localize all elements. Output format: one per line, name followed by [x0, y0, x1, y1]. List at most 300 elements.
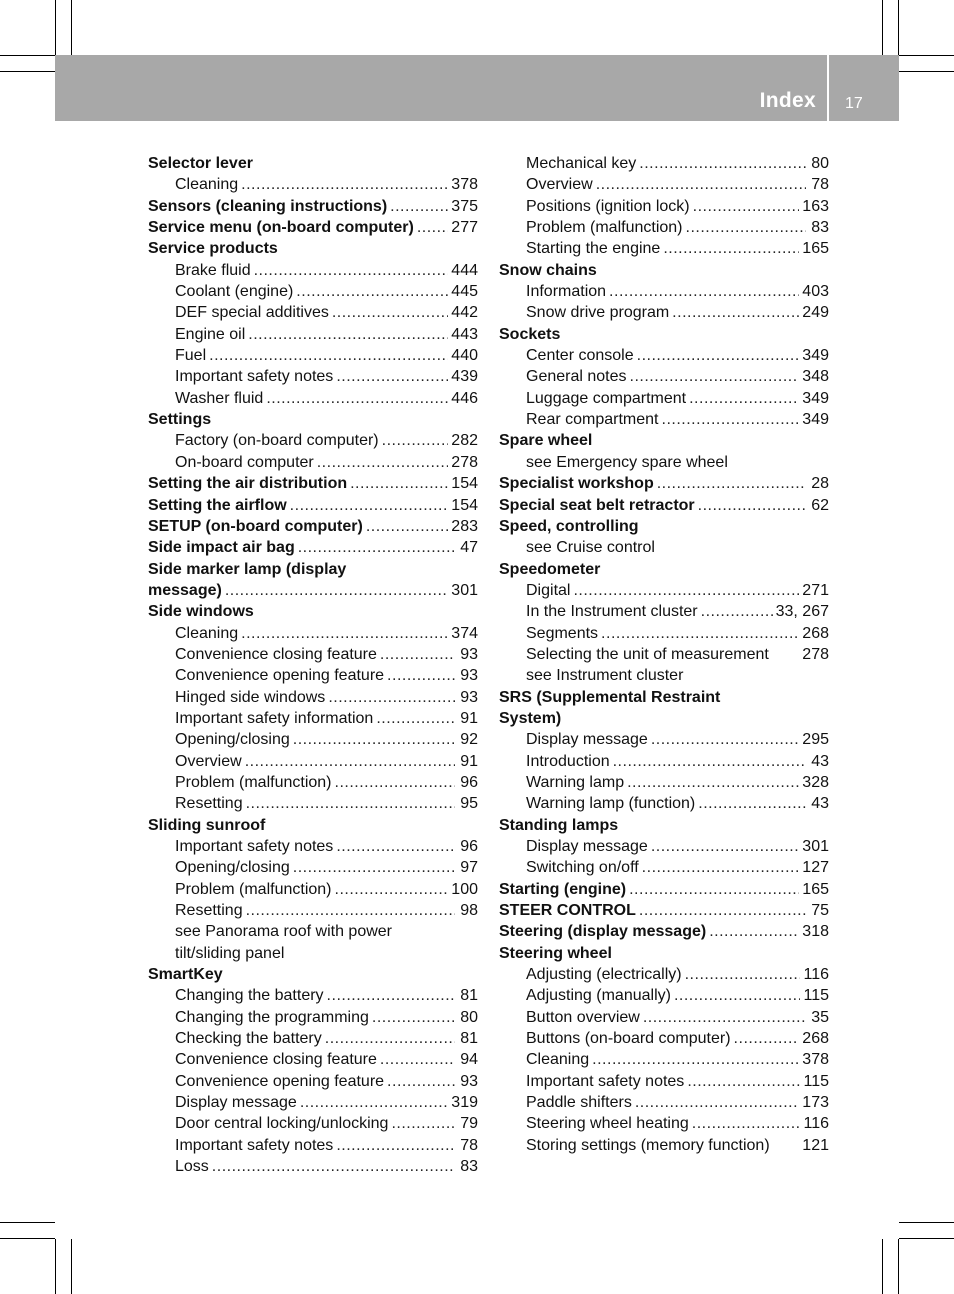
page-reference: 446 [451, 389, 478, 407]
leader-dots [332, 302, 448, 323]
entry-subitem: Center console [526, 347, 634, 365]
leader-dots [328, 687, 455, 708]
index-entry [148, 729, 478, 750]
index-entry [499, 260, 829, 281]
index-entry [499, 964, 829, 985]
leader-dots [698, 495, 806, 516]
page-reference: 80 [460, 1008, 478, 1026]
page-reference: 33, 267 [775, 603, 829, 621]
index-entry [499, 1135, 829, 1156]
entry-subitem: Checking the battery [175, 1030, 322, 1048]
leader-dots [248, 324, 448, 345]
leader-dots [643, 1007, 806, 1028]
page-reference: 96 [460, 773, 478, 791]
index-entry [148, 793, 478, 814]
crop-mark [71, 0, 72, 55]
page-reference: 349 [802, 411, 829, 429]
page-reference: 173 [802, 1094, 829, 1112]
crop-mark [55, 0, 56, 55]
entry-subitem: In the Instrument cluster [526, 603, 698, 621]
page-reference: 93 [460, 688, 478, 706]
page-reference: 271 [802, 581, 829, 599]
page-reference: 278 [451, 453, 478, 471]
page-reference: 295 [802, 731, 829, 749]
index-entry [499, 324, 829, 345]
entry-subitem: Changing the programming [175, 1008, 369, 1026]
entry-heading: Speedometer [499, 560, 601, 578]
index-entry [499, 345, 829, 366]
leader-dots [296, 281, 448, 302]
leader-dots [642, 857, 800, 878]
index-entry [148, 772, 478, 793]
index-entry [148, 196, 478, 217]
page-reference: 47 [460, 539, 478, 557]
page-reference: 165 [802, 880, 829, 898]
entry-subitem: Engine oil [175, 325, 246, 343]
page-reference: 97 [460, 859, 478, 877]
leader-dots [327, 985, 455, 1006]
leader-dots [698, 793, 806, 814]
leader-dots [573, 580, 799, 601]
entry-heading: Selector lever [148, 155, 253, 172]
leader-dots [689, 388, 799, 409]
entry-subitem: Introduction [526, 752, 610, 770]
leader-dots [592, 1049, 799, 1070]
leader-dots [241, 623, 448, 644]
page-reference: 349 [802, 347, 829, 365]
entry-subitem: Problem (malfunction) [526, 219, 683, 237]
leader-dots [734, 1028, 800, 1049]
index-entry [148, 388, 478, 409]
entry-subitem: Fuel [175, 347, 207, 365]
page-reference: 349 [802, 389, 829, 407]
index-entry [499, 217, 829, 238]
entry-subitem: Warning lamp [526, 773, 625, 791]
page-reference: 439 [451, 368, 478, 386]
entry-subitem: Changing the battery [175, 987, 324, 1005]
entry-subitem: Button overview [526, 1008, 640, 1026]
index-entry [148, 1071, 478, 1092]
entry-subitem: Cleaning [526, 1051, 590, 1069]
entry-heading: Side windows [148, 603, 254, 621]
leader-dots [298, 537, 455, 558]
entry-subitem: Door central locking/unlocking [175, 1115, 389, 1133]
index-entry [148, 302, 478, 323]
page-reference: 249 [802, 304, 829, 322]
entry-subitem: Problem (malfunction) [175, 880, 332, 898]
index-entry [499, 580, 829, 601]
entry-subitem: Segments [526, 624, 599, 642]
entry-subitem: Hinged side windows [175, 688, 326, 706]
entry-heading: Service menu (on-board computer) [148, 219, 414, 237]
entry-subitem: Opening/closing [175, 859, 290, 877]
entry-subitem: Cleaning [175, 624, 239, 642]
entry-subitem: Snow drive program [526, 304, 670, 322]
index-entry [499, 879, 829, 900]
crop-mark [898, 0, 899, 55]
index-entry [499, 388, 829, 409]
entry-subitem: Information [526, 283, 607, 301]
entry-subitem: Convenience closing feature [175, 1051, 377, 1069]
page-reference: 440 [451, 347, 478, 365]
leader-dots [390, 196, 448, 217]
entry-subitem: DEF special additives [175, 304, 329, 322]
page-reference: 93 [460, 645, 478, 663]
page-reference: 374 [451, 624, 478, 642]
page-reference: 348 [802, 368, 829, 386]
entry-subitem: Opening/closing [175, 731, 290, 749]
entry-heading: SRS (Supplemental Restraint [499, 688, 721, 706]
entry-subitem: Resetting [175, 795, 243, 813]
index-entry [499, 665, 829, 686]
leader-dots [376, 708, 455, 729]
entry-heading: Service products [148, 240, 278, 258]
index-entry [148, 174, 478, 195]
entry-subitem: Warning lamp (function) [526, 795, 696, 813]
page-reference: 378 [451, 176, 478, 194]
page-title: Index [759, 89, 816, 112]
entry-heading: Standing lamps [499, 816, 619, 834]
entry-subitem: Convenience closing feature [175, 645, 377, 663]
page-reference: 93 [460, 1072, 478, 1090]
page-reference: 378 [802, 1051, 829, 1069]
leader-dots [387, 665, 455, 686]
page-reference: 127 [802, 859, 829, 877]
entry-see-reference: see Instrument cluster [526, 667, 684, 685]
entry-subitem: Rear compartment [526, 411, 659, 429]
leader-dots [639, 153, 806, 174]
entry-subitem: Digital [526, 581, 571, 599]
leader-dots [629, 879, 799, 900]
page-reference: 116 [803, 1115, 829, 1133]
page-reference: 116 [803, 966, 829, 984]
index-entry [499, 452, 829, 473]
crop-mark [0, 1238, 55, 1239]
entry-heading: Special seat belt retractor [499, 496, 695, 514]
leader-dots [639, 900, 806, 921]
page-reference: 94 [460, 1051, 478, 1069]
leader-dots [335, 772, 456, 793]
leader-dots [380, 644, 455, 665]
index-entry [499, 430, 829, 451]
page-reference: 268 [802, 624, 829, 642]
leader-dots [372, 1007, 455, 1028]
index-entry [499, 153, 829, 174]
entry-heading: Spare wheel [499, 432, 593, 450]
entry-subitem: Luggage compartment [526, 389, 687, 407]
entry-heading: message) [148, 581, 222, 599]
entry-subitem: Convenience opening feature [175, 1072, 385, 1090]
index-entry [148, 857, 478, 878]
page-reference: 62 [811, 496, 829, 514]
entry-see-reference: see Cruise control [526, 539, 655, 557]
leader-dots [336, 366, 448, 387]
index-entry [148, 516, 478, 537]
index-entry [148, 1028, 478, 1049]
leader-dots [635, 1092, 799, 1113]
leader-dots [657, 473, 806, 494]
leader-dots [686, 217, 807, 238]
index-entry [148, 687, 478, 708]
index-entry [148, 537, 478, 558]
page-reference: 80 [811, 155, 829, 172]
index-entry [148, 815, 478, 836]
entry-see-reference: tilt/sliding panel [175, 944, 285, 962]
index-entry [148, 366, 478, 387]
leader-dots [245, 751, 455, 772]
entry-subitem: Display message [175, 1094, 297, 1112]
leader-dots [651, 729, 799, 750]
leader-dots [380, 1049, 455, 1070]
page-reference: 78 [460, 1136, 478, 1154]
page-reference: 375 [451, 197, 478, 215]
index-column-right [499, 153, 829, 1156]
index-entry [499, 772, 829, 793]
entry-heading: Side impact air bag [148, 539, 295, 557]
entry-subitem: Important safety information [175, 709, 374, 727]
index-entry [148, 1007, 478, 1028]
entry-subitem: Important safety notes [526, 1072, 685, 1090]
index-entry [499, 943, 829, 964]
entry-see-reference: see Emergency spare wheel [526, 453, 728, 471]
entry-subitem: Mechanical key [526, 155, 637, 172]
index-entry [499, 537, 829, 558]
entry-subitem: Starting the engine [526, 240, 661, 258]
page-reference: 163 [802, 197, 829, 215]
page-reference: 154 [451, 496, 478, 514]
entry-heading: Steering (display message) [499, 923, 707, 941]
index-entry [148, 708, 478, 729]
index-entry [499, 1049, 829, 1070]
page-reference: 28 [811, 475, 829, 493]
index-entry [499, 281, 829, 302]
page-reference: 442 [451, 304, 478, 322]
leader-dots [246, 900, 455, 921]
index-entry [499, 1071, 829, 1092]
index-entry [499, 985, 829, 1006]
page-reference: 282 [451, 432, 478, 450]
index-entry [499, 409, 829, 430]
leader-dots [693, 196, 800, 217]
index-entry [499, 900, 829, 921]
page-reference: 115 [803, 987, 829, 1005]
entry-subitem: Convenience opening feature [175, 667, 385, 685]
leader-dots [417, 217, 448, 238]
index-entry [499, 196, 829, 217]
index-entry [499, 729, 829, 750]
index-entry [148, 943, 478, 964]
entry-subitem: Storing settings (memory function) [526, 1136, 770, 1154]
entry-heading: Sensors (cleaning instructions) [148, 197, 388, 215]
index-entry [148, 985, 478, 1006]
page-reference: 165 [802, 240, 829, 258]
index-entry [499, 708, 829, 729]
index-entry [499, 687, 829, 708]
entry-subitem: Important safety notes [175, 368, 334, 386]
crop-mark [899, 71, 954, 72]
entry-subitem: Paddle shifters [526, 1094, 632, 1112]
leader-dots [685, 964, 801, 985]
entry-subitem: Overview [526, 176, 593, 194]
crop-mark [899, 55, 954, 56]
leader-dots [350, 473, 448, 494]
crop-mark [0, 1222, 55, 1223]
entry-subitem: Selecting the unit of measurement [526, 645, 769, 663]
page-reference: 98 [460, 902, 478, 920]
entry-subitem: On-board computer [175, 453, 314, 471]
leader-dots [709, 921, 799, 942]
index-entry [499, 473, 829, 494]
entry-heading: Setting the airflow [148, 496, 287, 514]
leader-dots [613, 751, 806, 772]
page-reference: 91 [460, 752, 478, 770]
leader-dots [692, 1113, 801, 1134]
index-entry [499, 495, 829, 516]
index-entry [499, 1092, 829, 1113]
entry-heading: System) [499, 709, 562, 727]
crop-mark [899, 1222, 954, 1223]
index-entry [148, 623, 478, 644]
index-entry [499, 644, 829, 665]
entry-subitem: Coolant (engine) [175, 283, 294, 301]
crop-mark [0, 55, 55, 56]
entry-subitem: Washer fluid [175, 389, 264, 407]
entry-subitem: General notes [526, 368, 627, 386]
leader-dots [241, 174, 448, 195]
index-entry [148, 345, 478, 366]
leader-dots [596, 174, 806, 195]
index-entry [148, 836, 478, 857]
leader-dots [609, 281, 799, 302]
index-entry [499, 601, 829, 622]
entry-heading: Starting (engine) [499, 880, 627, 898]
page-reference: 93 [460, 667, 478, 685]
entry-heading: Snow chains [499, 261, 597, 279]
leader-dots [663, 238, 799, 259]
leader-dots [627, 772, 799, 793]
leader-dots [382, 430, 449, 451]
page-reference: 81 [460, 1030, 478, 1048]
page-reference: 95 [460, 795, 478, 813]
page-number: 17 [845, 95, 863, 112]
index-entry [148, 153, 478, 174]
leader-dots [335, 879, 449, 900]
index-entry [148, 644, 478, 665]
page-reference: 91 [460, 709, 478, 727]
leader-dots [601, 623, 799, 644]
index-entry [148, 1113, 478, 1134]
entry-heading: Settings [148, 411, 212, 429]
leader-dots [687, 1071, 800, 1092]
index-entry [148, 1156, 478, 1177]
page-reference: 121 [802, 1136, 829, 1154]
crop-mark [55, 1239, 56, 1294]
index-entry [499, 559, 829, 580]
page-reference: 43 [811, 795, 829, 813]
page-reference: 301 [451, 581, 478, 599]
index-entry [148, 217, 478, 238]
entry-heading: Side marker lamp (display [148, 560, 347, 578]
leader-dots [293, 857, 455, 878]
entry-heading: SETUP (on-board computer) [148, 517, 363, 535]
entry-heading: Specialist workshop [499, 475, 654, 493]
index-entry [499, 921, 829, 942]
entry-subitem: Overview [175, 752, 242, 770]
page-reference: 96 [460, 838, 478, 855]
header-divider [827, 55, 829, 121]
index-entry [148, 452, 478, 473]
entry-subitem: Important safety notes [175, 1136, 334, 1154]
index-entry [499, 1007, 829, 1028]
entry-heading: Sliding sunroof [148, 816, 266, 834]
page-reference: 278 [802, 645, 829, 663]
entry-subitem: Positions (ignition lock) [526, 197, 690, 215]
crop-mark [882, 0, 883, 55]
page-reference: 328 [802, 773, 829, 791]
index-column-left [148, 153, 478, 1178]
index-entry [148, 1092, 478, 1113]
index-entry [148, 324, 478, 345]
leader-dots [290, 495, 449, 516]
entry-subitem: Problem (malfunction) [175, 773, 332, 791]
index-entry [499, 836, 829, 857]
page-reference: 154 [451, 475, 478, 493]
entry-subitem: Brake fluid [175, 261, 251, 279]
page-reference: 81 [460, 987, 478, 1005]
leader-dots [662, 409, 800, 430]
page-reference: 445 [451, 283, 478, 301]
leader-dots [254, 260, 449, 281]
leader-dots [701, 601, 773, 622]
page-reference: 283 [451, 517, 478, 535]
crop-mark [899, 1238, 954, 1239]
index-entry [499, 623, 829, 644]
leader-dots [672, 302, 799, 323]
leader-dots [366, 516, 448, 537]
index-entry [148, 260, 478, 281]
index-entry [148, 495, 478, 516]
crop-mark [882, 1239, 883, 1294]
leader-dots [336, 836, 455, 857]
index-entry [148, 1049, 478, 1070]
page-reference: 443 [451, 325, 478, 343]
entry-see-reference: see Panorama roof with power [175, 923, 392, 941]
leader-dots [293, 729, 455, 750]
page-reference: 78 [811, 176, 829, 194]
index-entry [499, 516, 829, 537]
index-entry [148, 473, 478, 494]
entry-heading: Steering wheel [499, 944, 612, 962]
page-reference: 83 [811, 219, 829, 237]
index-entry [499, 793, 829, 814]
index-entry [499, 815, 829, 836]
leader-dots [651, 836, 799, 857]
page-reference: 319 [451, 1094, 478, 1112]
index-entry [148, 964, 478, 985]
page-reference: 318 [802, 923, 829, 941]
index-entry [148, 751, 478, 772]
entry-subitem: Factory (on-board computer) [175, 432, 379, 450]
entry-subitem: Display message [526, 838, 648, 855]
page-reference: 268 [802, 1030, 829, 1048]
crop-mark [0, 71, 55, 72]
entry-heading: SmartKey [148, 966, 223, 984]
entry-heading: Speed, controlling [499, 517, 639, 535]
crop-mark [898, 1239, 899, 1294]
index-entry [148, 601, 478, 622]
entry-heading: STEER CONTROL [499, 902, 636, 920]
page-reference: 301 [802, 838, 829, 855]
